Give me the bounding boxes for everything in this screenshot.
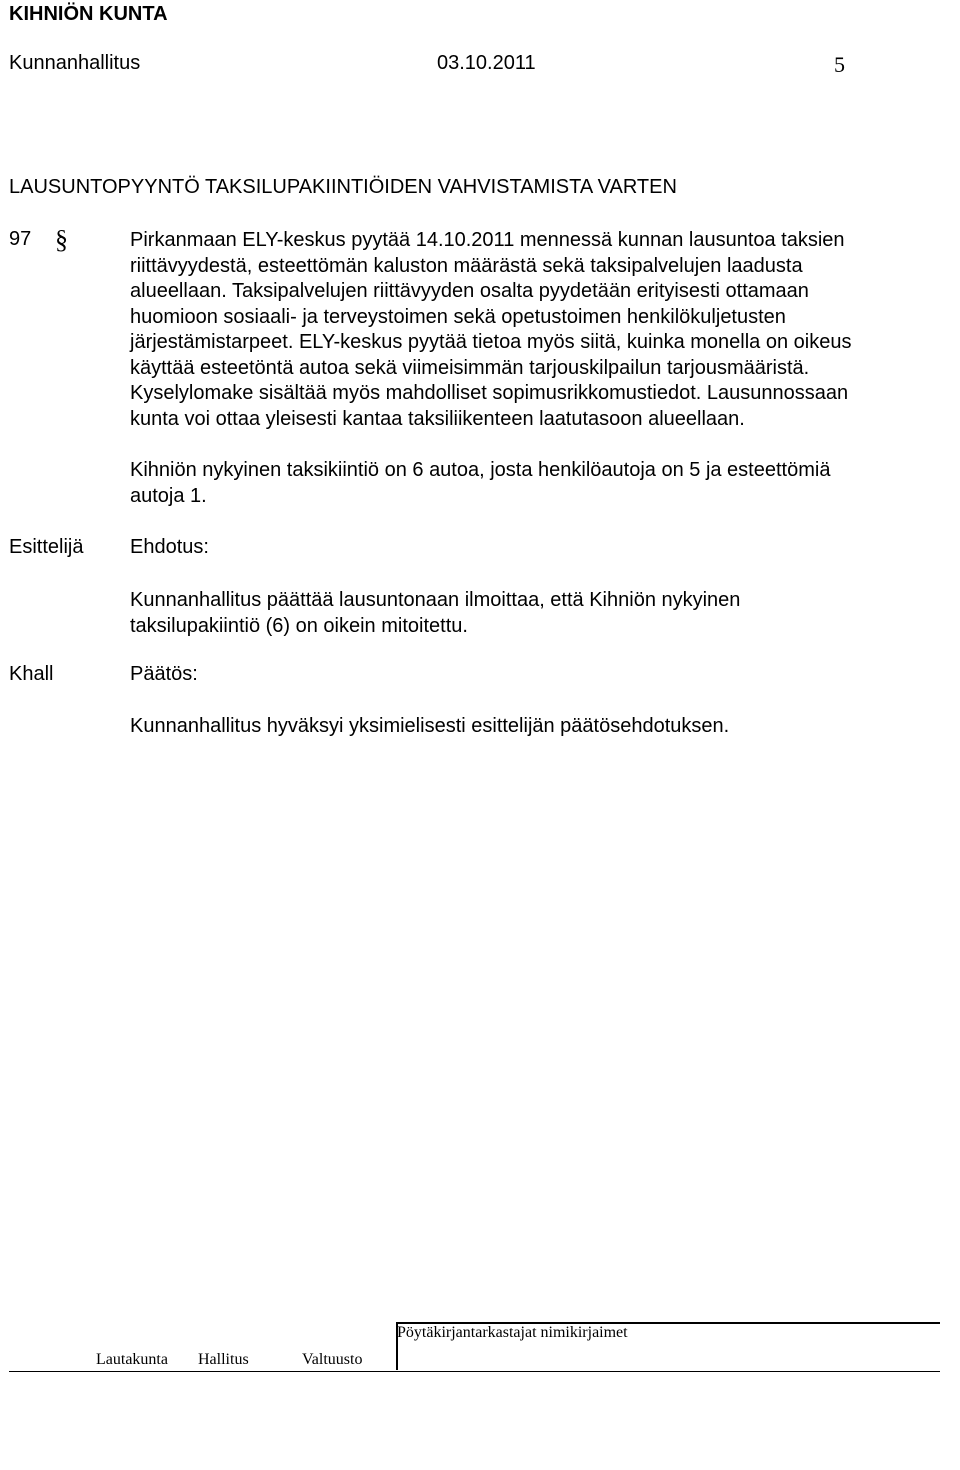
paragraph-line: käyttää esteetöntä autoa sekä viimeisimmän tarjouskilpailun tarjousmääristä. xyxy=(130,356,810,379)
organization-name: KIHNIÖN KUNTA xyxy=(9,3,168,25)
document-heading: LAUSUNTOPYYNTÖ TAKSILUPAKIINTIÖIDEN VAHVISTAMISTA VARTEN xyxy=(9,176,677,198)
paragraph-line: Kihniön nykyinen taksikiintiö on 6 autoa, josta henkilöautoja on 5 ja esteettömiä xyxy=(130,459,831,481)
signature-body-label: Lautakunta xyxy=(96,1351,168,1368)
paragraph-line: Kyselylomake sisältää myös mahdolliset sopimusrikkomustiedot. Lausunnossaan xyxy=(130,382,849,404)
signature-box-bottom-border xyxy=(9,1371,940,1372)
presenter-label: Esittelijä xyxy=(9,536,84,558)
paragraph-line: huomioon sosiaali- ja terveystoimen sekä opetustoimen henkilökuljetusten xyxy=(130,305,786,328)
paragraph-line: kunta voi ottaa yleisesti kantaa taksiliikenteen laatutasoon alueellaan. xyxy=(130,407,745,430)
paragraph-line: järjestämistarpeet. ELY-keskus pyytää tietoa myös siitä, kuinka monella on oikeus xyxy=(130,331,852,353)
board-label: Khall xyxy=(9,663,54,685)
paragraph-line: autoja 1. xyxy=(130,484,207,507)
signature-body-label: Valtuusto xyxy=(302,1351,363,1368)
proposal-text xyxy=(130,588,740,639)
proposal-label: Ehdotus: xyxy=(130,536,209,558)
page-number: 5 xyxy=(834,52,845,77)
meeting-body: Kunnanhallitus xyxy=(9,52,141,74)
signature-box-title: Pöytäkirjantarkastajat nimikirjaimet xyxy=(397,1324,628,1341)
decision-label: Päätös: xyxy=(130,663,198,685)
section-mark: § xyxy=(55,225,68,254)
paragraph-line: Kunnanhallitus päättää lausuntonaan ilmoittaa, että Kihniön nykyinen xyxy=(130,589,741,611)
item-number: 97 xyxy=(9,228,32,250)
item-paragraph-1 xyxy=(130,228,851,432)
signature-body-label: Hallitus xyxy=(198,1351,249,1368)
meeting-date: 03.10.2011 xyxy=(437,52,536,74)
paragraph-line: Pirkanmaan ELY-keskus pyytää 14.10.2011 mennessä kunnan lausuntoa taksien xyxy=(130,229,845,251)
paragraph-line: alueellaan. Taksipalvelujen riittävyyden osalta pyydetään erityisesti ottamaan xyxy=(130,280,809,302)
paragraph-line: riittävyydestä, esteettömän kaluston määrästä sekä taksipalvelujen laadusta xyxy=(130,254,803,277)
item-paragraph-2 xyxy=(130,458,830,509)
paragraph-line: taksilupakiintiö (6) on oikein mitoitettu. xyxy=(130,614,468,637)
decision-text: Kunnanhallitus hyväksyi yksimielisesti esittelijän päätösehdotuksen. xyxy=(130,715,730,737)
